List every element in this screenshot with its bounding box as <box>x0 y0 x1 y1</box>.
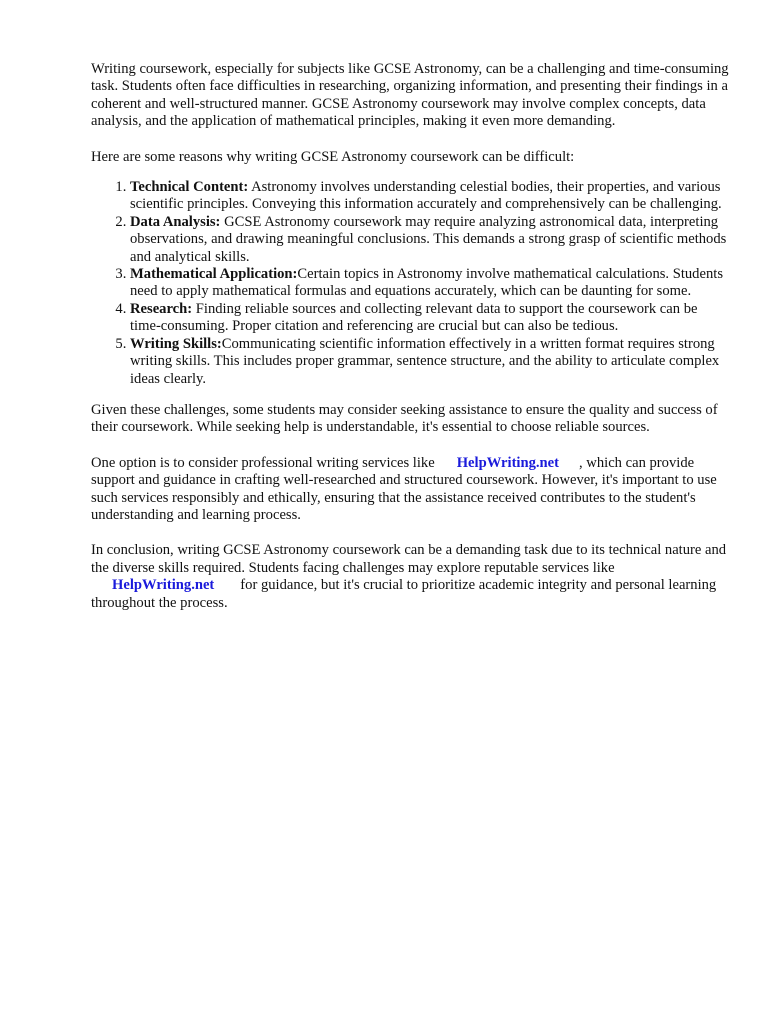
reason-term: Writing Skills: <box>130 335 222 352</box>
conclusion-text-after: for guidance, but it's crucial to prioritize academic integrity and personal learning throughout the process. <box>91 577 717 611</box>
list-item <box>130 266 731 301</box>
reasons-list <box>91 179 731 388</box>
list-item <box>130 301 731 336</box>
reason-term: Technical Content: <box>130 179 249 196</box>
option-text-after: , which can provide support and guidance in crafting well-researched and structured coursework. However, it's important to use such services responsibly and ethically, ensuring that the assistance received contributes to the student's understanding and learning process. <box>91 454 717 523</box>
option-paragraph <box>91 455 731 525</box>
conclusion-text-before: In conclusion, writing GCSE Astronomy coursework can be a demanding task due to its technical nature and the diverse skills required. Students facing challenges may explore reputable services like <box>91 542 727 576</box>
intro-paragraph: Writing coursework, especially for subjects like GCSE Astronomy, can be a challenging and time-consuming task. Students often face difficulties in researching, organizing information, and presenting their findings in a coherent and well-structured manner. GCSE Astronomy coursework may involve complex concepts, data analysis, and the application of mathematical principles, making it even more demanding. <box>91 61 729 130</box>
reason-term: Mathematical Application: <box>130 266 298 283</box>
conclusion-paragraph <box>91 542 731 612</box>
reason-term: Data Analysis: <box>130 213 221 230</box>
reason-term: Research: <box>130 300 193 317</box>
reasons-lead: Here are some reasons why writing GCSE Astronomy coursework can be difficult: <box>91 148 575 165</box>
list-item <box>130 336 731 388</box>
challenges-paragraph: Given these challenges, some students may consider seeking assistance to ensure the quality and success of their coursework. While seeking help is understandable, it's essential to choose reliable sources. <box>91 401 718 436</box>
helpwriting-link[interactable]: HelpWriting.net <box>456 454 559 471</box>
reason-text: Finding reliable sources and collecting relevant data to support the coursework can be time-consuming. Proper citation and referencing are crucial but can also be tedious. <box>130 300 698 335</box>
helpwriting-link[interactable]: HelpWriting.net <box>112 577 215 594</box>
list-item <box>130 214 731 266</box>
document-page <box>91 61 731 612</box>
reason-text: GCSE Astronomy coursework may require analyzing astronomical data, interpreting observations, and drawing meaningful conclusions. This demands a strong grasp of scientific methods and analytical skills. <box>130 213 727 265</box>
reason-text: Communicating scientific information effectively in a written format requires strong writing skills. This includes proper grammar, sentence structure, and the ability to articulate complex ideas clearly. <box>130 335 720 387</box>
reason-text: Astronomy involves understanding celestial bodies, their properties, and various scientific principles. Conveying this information accurately and comprehensively can be challenging. <box>130 179 722 213</box>
option-text-before: One option is to consider professional writing services like <box>91 454 435 471</box>
list-item <box>130 179 731 214</box>
reason-text: Certain topics in Astronomy involve mathematical calculations. Students need to apply mathematical formulas and equations accurately, which can be daunting for some. <box>130 266 723 300</box>
